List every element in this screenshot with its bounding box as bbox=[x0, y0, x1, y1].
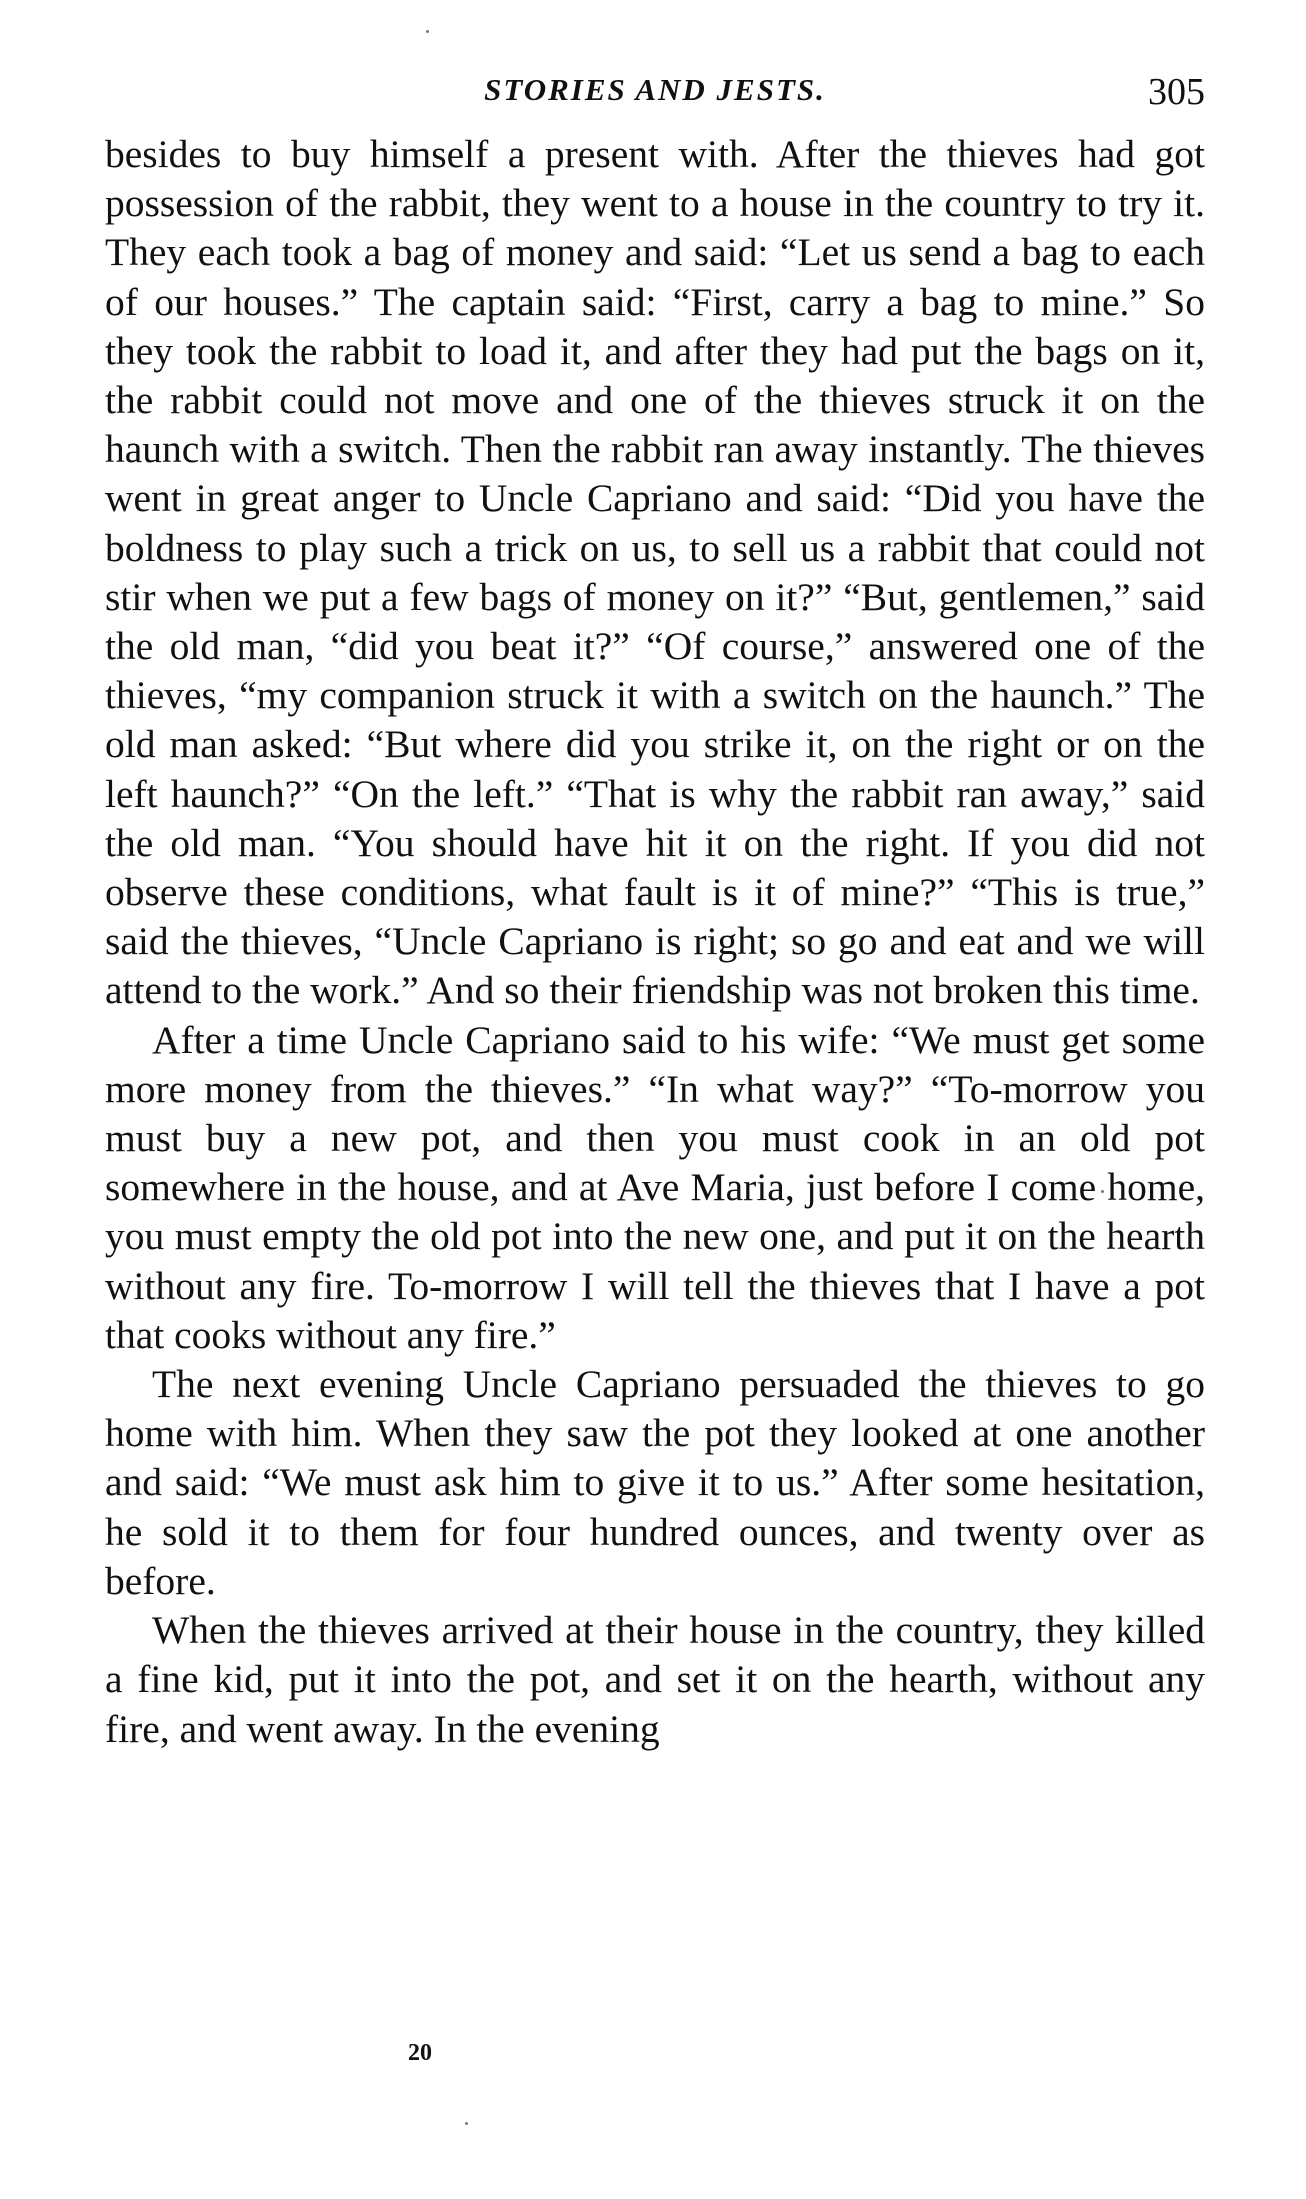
paragraph: After a time Uncle Capriano said to his wife: “We must get some more money from the thieves.” “In what way?” “To-morrow you must buy a new pot, and then you must cook in an old pot somewhere in the house, and at Ave Maria, just before I come home, you must empty the old pot into the new one, and put it on the hearth without any fire. To-morrow I will tell the thieves that I have a pot that cooks without any fire.” bbox=[105, 1017, 1205, 1357]
paragraph: besides to buy himself a present with. After the thieves had got possession of the rabbit, they went to a house in the country to try it. They each took a bag of money and said: “Let us send a bag to each of our houses.” The captain said: “First, carry a bag to mine.” So they took the rabbit to load it, and after they had put the bags on it, the rabbit could not move and one of the thieves struck it on the haunch with a switch. Then the rabbit ran away instantly. The thieves went in great anger to Uncle Capriano and said: “Did you have the boldness to play such a trick on us, to sell us a rabbit that could not stir when we put a few bags of money on it?” “But, gentlemen,” said the old man, “did you beat it?” “Of course,” answered one of the thieves, “my companion struck it with a switch on the haunch.” The old man asked: “But where did you strike it, on the right or on the left haunch?” “On the left.” “That is why the rabbit ran away,” said the old man. “You should have hit it on the right. If you did not observe these conditions, what fault is it of mine?” “This is true,” said the thieves, “Uncle Capriano is right; so go and eat and we will attend to the work.” And so their friendship was not broken this time. bbox=[105, 132, 1205, 1013]
signature-mark: 20 bbox=[408, 2040, 432, 2066]
paragraph: When the thieves arrived at their house in the country, they killed a fine kid, put it into the pot, and set it on the hearth, without any fire, and went away. In the evening bbox=[105, 1608, 1205, 1751]
page-number: 305 bbox=[1148, 71, 1205, 113]
running-title: STORIES AND JESTS. bbox=[484, 72, 826, 107]
scan-speck bbox=[465, 2122, 468, 2125]
scan-speck bbox=[426, 30, 429, 33]
body-text bbox=[105, 130, 1205, 1754]
paragraph: The next evening Uncle Capriano persuaded the thieves to go home with him. When they saw the pot they looked at one another and said: “We must ask him to give it to us.” After some hesitation, he sold it to them for four hundred ounces, and twenty over as before. bbox=[105, 1362, 1205, 1603]
running-head bbox=[105, 64, 1205, 124]
